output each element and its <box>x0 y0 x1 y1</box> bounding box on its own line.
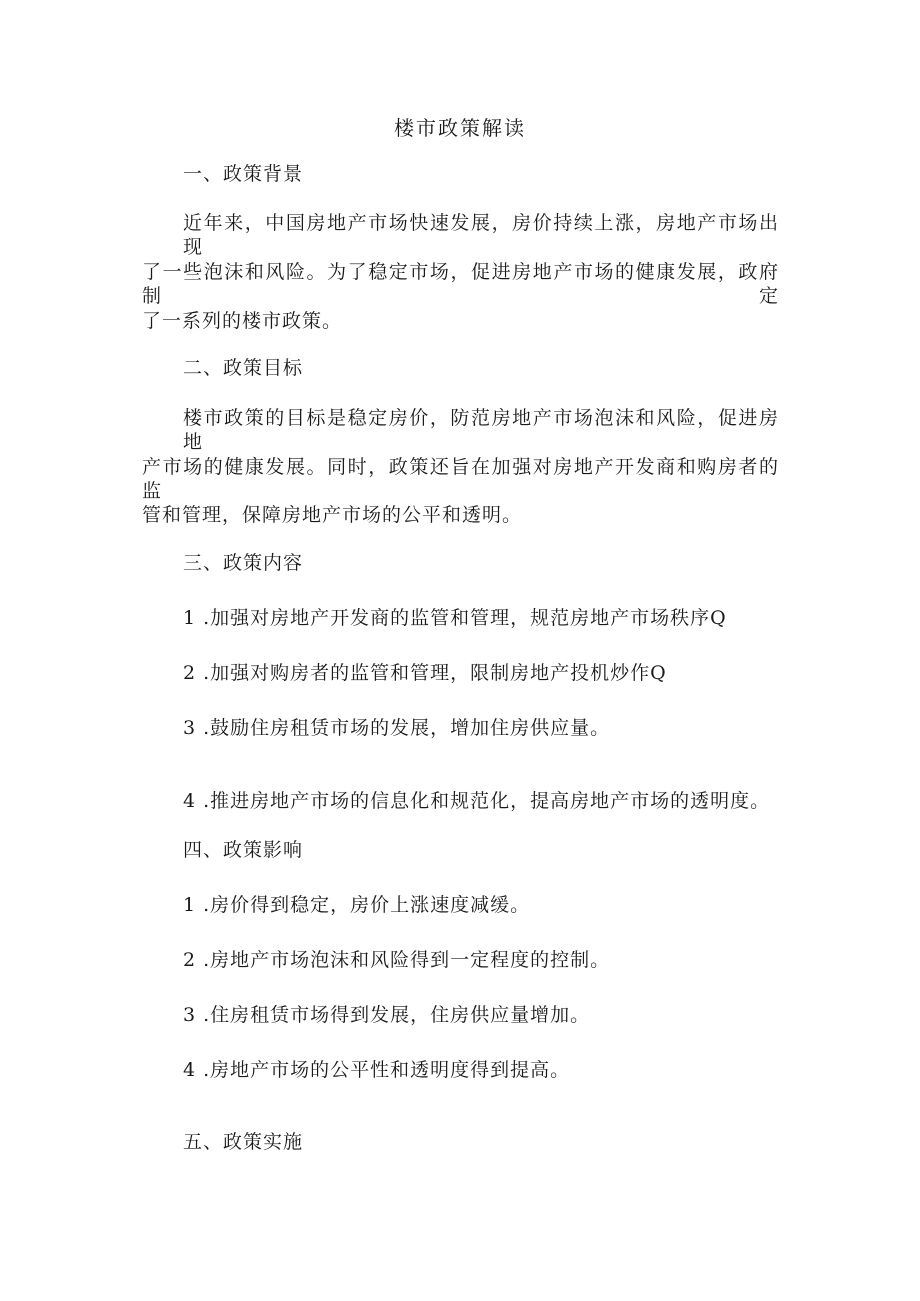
paragraph-line: 了一些泡沫和风险。为了稳定市场，促进房地产市场的健康发展，政府制定 <box>142 261 779 307</box>
section-heading: 二、政策目标 <box>183 357 304 379</box>
paragraph-line: 产市场的健康发展。同时，政策还旨在加强对房地产开发商和购房者的监 <box>142 456 779 502</box>
list-item: 2 .房地产市场泡沫和风险得到一定程度的控制。 <box>183 949 611 971</box>
list-item: 1 .加强对房地产开发商的监管和管理，规范房地产市场秩序Q <box>183 607 727 629</box>
paragraph-line: 楼市政策的目标是稳定房价，防范房地产市场泡沫和风险，促进房地 <box>183 407 779 453</box>
list-item: 3 .鼓励住房租赁市场的发展，增加住房供应量。 <box>183 717 611 739</box>
document-title: 楼市政策解读 <box>394 116 526 140</box>
list-item: 4 .房地产市场的公平性和透明度得到提高。 <box>183 1059 571 1081</box>
paragraph-line: 近年来，中国房地产市场快速发展，房价持续上涨，房地产市场出现 <box>183 212 779 258</box>
section-heading: 四、政策影响 <box>183 839 304 861</box>
paragraph-line: 管和管理，保障房地产市场的公平和透明。 <box>142 504 523 526</box>
section-heading: 五、政策实施 <box>183 1131 304 1153</box>
list-item: 2 .加强对购房者的监管和管理，限制房地产投机炒作Q <box>183 662 667 684</box>
section-heading: 三、政策内容 <box>183 552 304 574</box>
list-item: 3 .住房租赁市场得到发展，住房供应量增加。 <box>183 1004 591 1026</box>
list-item: 1 .房价得到稳定，房价上涨速度减缓。 <box>183 894 531 916</box>
section-heading: 一、政策背景 <box>183 163 304 185</box>
paragraph-line: 了一系列的楼市政策。 <box>142 310 343 332</box>
list-item: 4 .推进房地产市场的信息化和规范化，提高房地产市场的透明度。 <box>183 790 771 812</box>
